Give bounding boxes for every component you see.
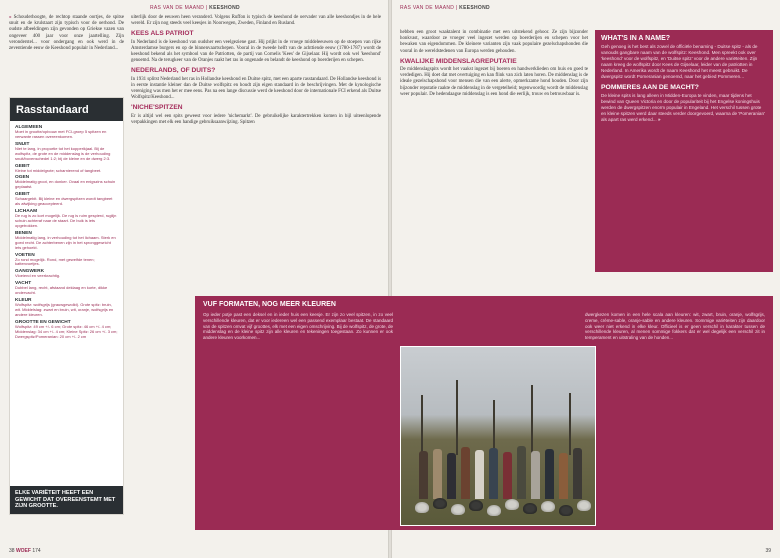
rasstandaard-section-key: VACHT — [15, 281, 32, 287]
rasstandaard-section — [15, 231, 118, 251]
folio-right — [765, 548, 771, 554]
rasstandaard-section-value: Middelmatig groot, en donker. Ovaal en enigszins schuin geplaatst. — [15, 179, 116, 190]
running-head-prefix: RAS VAN DE MAAND | — [400, 5, 458, 11]
rasstandaard-section — [15, 175, 118, 190]
rasstandaard-section — [15, 192, 118, 207]
page-number-right: 39 — [765, 548, 771, 554]
watchdog-paragraph: hebben een groot waaktalent in combinatie met een uitstekend gehoor. Ze zijn bijzonder honkvast, waardoor ze vroeger veel ingezet werden op boerderijen en schepen voor het bewaken van eigendommen. De kleinere varianten zijn vaak populaire gezelschapshonden die vooral in de wereldstedenen van Europa werden gehouden. — [400, 30, 588, 54]
rasstandaard-list — [10, 121, 123, 341]
rasstandaard-section-value: Wolfspitz: 49 cm +/- 6 cm; Grote spitz: 46 cm +/- 4 cm; Middenslag: 34 cm +/- 4 cm; Kleine Spitz: 26 cm +/- 3 cm; Dwergspitz/Pomeranian: 20 cm +/- 2 cm — [15, 323, 118, 339]
left-column-2 — [131, 15, 381, 126]
magazine-name: WOEF — [15, 548, 31, 554]
rasstandaard-section — [15, 125, 118, 140]
heading-niche-spitzen: 'NICHE'SPITZEN — [131, 104, 183, 112]
rasstandaard-section — [15, 142, 118, 162]
rasstandaard-section-key: GEBIT — [15, 192, 30, 198]
running-head-prefix: RAS VAN DE MAAND | — [150, 5, 208, 11]
rasstandaard-section-key: KLEUR — [15, 298, 32, 304]
rasstandaard-section-key: SNUIT — [15, 141, 30, 147]
rasstandaard-section — [15, 320, 118, 340]
middenslag-paragraph: De middenslagspits wordt het vaakst ingezet bij boeren en handwerklieden om huis en goed te verdedigen. Hij doet dat met overtuiging en kan flink van zich laten horen. De middenslag is de ideale gezelschapshond voor mensen die van een alerte, opmerkzame hond houden. Door zijn bijzonder reputatie raakte de middenslag in de vergetelheid; tegenwoordig wordt de middenslag weer populair. De hedendaagse middenslag is een hond die eerlijk, trouw en betrouwbaar is. — [400, 67, 588, 97]
rasstandaard-section-value: Moet in grootte/opbouw met FCI-groep 5 spitzen en verwante rassen overeenkomen. — [15, 129, 107, 139]
rasstandaard-section — [15, 209, 118, 229]
patriot-paragraph: In Nederland is de keeshond van oudsher een veelgeziene gast. Hij prijkt in de vroege middeleeuwen op de stoepen van rijke Amsterdamse burgers en op de binnenvaartschepen. Vooral in de tweede helft van de achttiende eeuw (1780-1787) wordt de keeshond bekend als het symbool van de Patriotten, de partij van Cornelis 'Kees' de Gijselaar. Hij wordt ook wel 'keeshond' genoemd. Na de terugkeer van de Oranjes raakt het ras in ongenade en belandt de keeshond op boerderijen en schepen. — [131, 39, 381, 64]
continue-mark: » — [657, 117, 661, 123]
right-column-1 — [400, 30, 588, 98]
whats-in-a-name-title: WHAT'S IN A NAME? — [601, 35, 671, 42]
heading-kees-als-patriot: KEES ALS PATRIOT — [131, 30, 194, 38]
pommeres-title: POMMERES AAN DE MACHT? — [601, 84, 699, 92]
page-number-left: 38 — [9, 548, 15, 554]
running-head-right — [400, 5, 490, 11]
rasstandaard-section-key: GANGWERK — [15, 269, 45, 275]
open-quote-mark: « — [9, 15, 12, 20]
rasstandaard-section — [15, 298, 118, 318]
group-photo-spitzen — [400, 346, 596, 526]
rasstandaard-section-value: Vloeiend en veerkrachtig. — [15, 273, 61, 279]
rasstandaard-section — [15, 253, 118, 268]
rasstandaard-section-key: GEBIT — [15, 163, 30, 169]
rasstandaard-section — [15, 164, 118, 174]
origin-paragraph: uiterlijk door de eeuwen heen veranderd. Volgens Ruffon is typisch de keeshond de oervader van alle keeshondjes in de hele wereld. Er zijn nog steeds veel keesjes in Noorwegen, Zweden, Finland en Rusland. — [131, 15, 381, 27]
rasstandaard-section-value: Kleine tot middelgrote; scharnierend of tangbeet. — [15, 167, 102, 173]
rasstandaard-footer: ELKE VARIËTEIT HEEFT EEN GEWICHT DAT OVEREENSTEMT MET ZIJN GROOTTE. — [10, 486, 123, 514]
rasstandaard-section-key: ALGEMEEN — [15, 125, 43, 130]
rasstandaard-section-value: Wolfspitz: wolfsgrijs (grauwgewolkt). Grote spitz: bruin, wit. Middelslag: zwart en bruin, wit, oranje, wolfsgrijs en andere kleuren. — [15, 302, 114, 317]
running-head-breed: KEESHOND — [209, 5, 240, 11]
rasstandaard-section-value: Schaargebit. Bij kleine en dwergspitzen wordt tangbeet als afwijking geaccepteerd. — [15, 196, 113, 207]
issue-number: 174 — [32, 548, 41, 554]
running-head-breed: KEESHOND — [459, 5, 490, 11]
rasstandaard-section — [15, 269, 118, 279]
folio-left — [9, 548, 41, 554]
pommeres-text: De kleine spits is lang alleen in Midden-Europa te vinden, maar tijdens het bewind van Queen Victoria en door de populariteit bij het Engelse koningshuis werden de dwergspitzen enorm populair in Engeland. Het verschil tussen grote en kleine spitzen werd daar steeds verder doorgevoerd, waarna de 'Pomeranian' als apart ras werd erkend... — [601, 93, 765, 123]
rasstandaard-section-key: BENEN — [15, 230, 32, 236]
heading-nederlands-of-duits: NEDERLANDS, OF DUITS? — [131, 67, 216, 75]
intro-paragraph — [9, 15, 124, 52]
running-head-left — [150, 5, 240, 11]
rasstandaard-section-key: GROOTTE EN GEWICHT — [15, 319, 71, 325]
whats-in-a-name-box — [595, 30, 773, 272]
rasstandaard-section-key: OGEN — [15, 175, 30, 181]
rasstandaard-section-key: LICHAAM — [15, 209, 38, 215]
vuf-formaten-title: VUF FORMATEN, NOG MEER KLEUREN — [203, 301, 336, 308]
rasstandaard-title: Rasstandaard — [10, 98, 123, 121]
rasstandaard-section-value: Dubbel lang, recht, afstaand deklaag en korte, dikke ondervacht. — [15, 285, 108, 296]
intro-text: Schouderhoogte, de rechtop staande oortjes, de spitse snuit en de krulstaart zijn typisch voor de oerhond. De oudste afbeeldingen zijn gevonden op Griekse vazen van ongeveer 400 jaar voor onze jaartelling. Zijn veronderstel... voor ondergang en ook werd in de zeventiende eeuw de Keeshond populair in Nederland... — [9, 15, 124, 52]
rasstandaard-section-value: Zo rond mogelijk. Rond, met gewelfde tenen; kattenvoetjes. — [15, 256, 95, 267]
rasstandaard-section-value: Niet te lang, in proportie tot het kopperikjaal. Bij de wolfspitz, de grote en de middenslag is de verhouding snuit/bovenschedel 1:2; bij de kleine en de dwerg 2:3. — [15, 145, 111, 161]
rasstandaard-section — [15, 281, 118, 296]
vuf-column-2: dwergkezen komen in een hele scala aan kleuren: wit, zwart, bruin, oranje, wolfsgrijs, creme, crème-sable, oranje-sable en andere kleuren. Sommige variëteiten zijn daardoor ook weer niet erkend in elke kleur. Officieel is er geen verschil in karakter tussen de verschillende kleuren, al menen sommige fokkers dat er wel degelijk een verschil zit in temperament en uitstraling van de honden... — [585, 312, 765, 341]
rasstandaard-box — [9, 97, 124, 515]
rasstandaard-section-key: VOETEN — [15, 252, 35, 258]
whats-in-a-name-body: Geh genoeg is het best als zowel de officiële benaming - Duitse spitz - als de vanouds gangbare naam van de wolfspitz: Keeshond. Men spreekt ook over 'keeshond' voor de wolfspitz, en 'Duitse spitz' voor de andere variëteiten. Zijn naam kreeg de wolfspitz door Kees de Gijselaar, leider van de patriotten in Nederland. In Amerika wordt de naam Keeshond het meest gebruikt. De dwergspitz wordt Pomeranian genoemd, naar het gebied Pommeren... — [601, 44, 758, 79]
niche-paragraph: Er is altijd wel een spits geweest voor iedere 'nichemarkt'. De gebruikelijke karaktertrekken komen in bijl uiteenlopende verpakkingen met elk een handige gebruiksaanwijzing. Spitzen — [131, 113, 381, 125]
rasstandaard-section-value: De rug is zo kort mogelijk. De rug is ruim gespierd, ruglijn schuin achteraf naar de staart. De buik is iets opgetrokken. — [15, 213, 117, 228]
rasstandaard-section-value: Middelmatig lang, in verhouding tot het lichaam. Sterk en goed recht. De achterbenen zijn in het spronggewricht iets gehoekt. — [15, 234, 116, 250]
heading-middenslag: KWALIJKE MIDDENSLAGREPUTATIE — [400, 57, 517, 65]
pommeres-body — [601, 93, 767, 123]
vuf-column-1: Op ieder potje past een deksel en in ieder huis een keesje. Er zijn zo veel spitzen, in zo veel verschillende kleuren, dat er voor iedereen wel een passend exemplaar bestaat. De standaard van de spitzen omvat vijf groottes, elk met een eigen omschrijving. Bij de wolfspitz, de grote, de middenslag en de kleine spitz zijn alle kleuren en tekeningen toegestaan. Zo kunnen er ook andere kleuren voorkomen... — [203, 312, 393, 341]
nederlands-duits-paragraph: In 1931 splitst Nederland het ras in Hollandse keeshond en Duitse spitz, met een aparte rasstandaard. De Hollandse keeshond is in eerste instantie kleiner dan de Duitse wolfspitz en houdt zijn eigen standaard in de beschrijvingen. Met de kynologische vereniging was men het er mee eens. Pas na een lange discussie werd de keeshond door de internationale FCI erkend als Duitse Wolfspitz/Keeshond... — [131, 76, 381, 101]
